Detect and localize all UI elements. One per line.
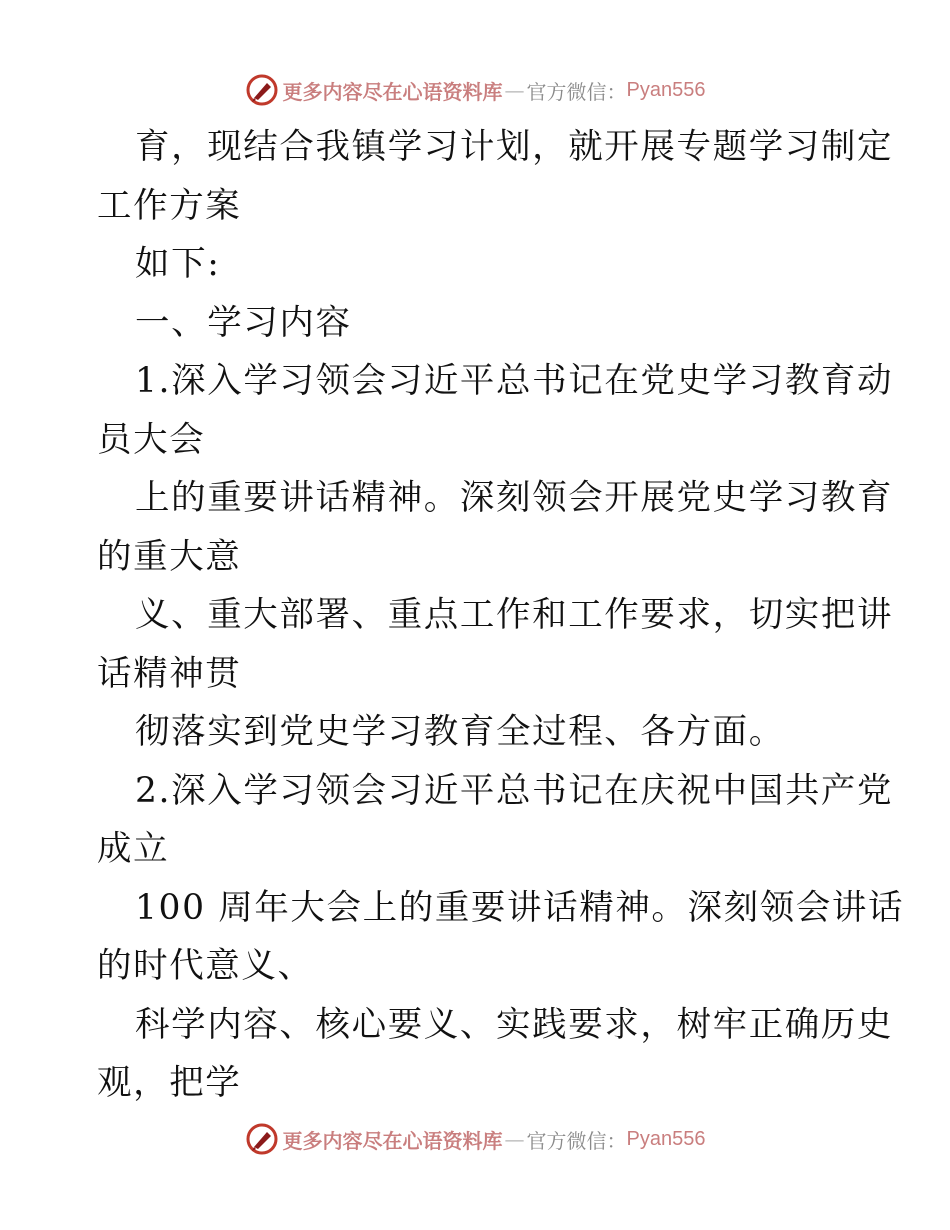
pen-logo-icon [245, 1122, 279, 1156]
text-line: 育，现结合我镇学习计划，就开展专题学习制定 [135, 127, 894, 167]
text-line: 的重大意 [97, 536, 242, 577]
text-line: 的时代意义、 [97, 946, 314, 986]
text-line: 100 周年大会上的重要讲话精神。深刻领会讲话 [135, 887, 905, 928]
text-line: 科学内容、核心要义、实践要求，树牢正确历史 [135, 1004, 894, 1045]
watermark-official-label: 官方微信： [526, 1128, 627, 1153]
text-line: 工作方案 [97, 185, 242, 226]
watermark-dash: — [504, 78, 525, 102]
watermark-text: 更多内容尽在心语资料库 [282, 1128, 503, 1153]
document-body [97, 118, 905, 1113]
text-line: 2.深入学习领会习近平总书记在庆祝中国共产党 [135, 770, 894, 811]
text-line: 成立 [97, 829, 170, 869]
text-line: 彻落实到党史学习教育全过程、各方面。 [135, 712, 785, 752]
text-line: 观，把学 [97, 1063, 242, 1103]
text-line: 1.深入学习领会习近平总书记在党史学习教育动 [135, 361, 894, 401]
watermark-text: 更多内容尽在心语资料库 [282, 79, 503, 104]
footer-watermark [0, 1121, 950, 1157]
header-watermark [0, 72, 950, 108]
watermark-official-label: 官方微信： [526, 79, 627, 104]
text-line: 上的重要讲话精神。深刻领会开展党史学习教育 [135, 478, 894, 518]
text-line: 员大会 [97, 419, 206, 460]
section-heading: 一、学习内容 [135, 302, 352, 343]
text-line: 如下: [135, 244, 221, 284]
watermark-dash: — [504, 1127, 525, 1151]
text-line: 义、重大部署、重点工作和工作要求，切实把讲 [135, 595, 894, 635]
pen-logo-icon [245, 73, 279, 107]
watermark-wechat-id: Pyan556 [626, 1127, 706, 1150]
watermark-wechat-id: Pyan556 [626, 78, 706, 101]
text-line: 话精神贯 [97, 653, 242, 694]
